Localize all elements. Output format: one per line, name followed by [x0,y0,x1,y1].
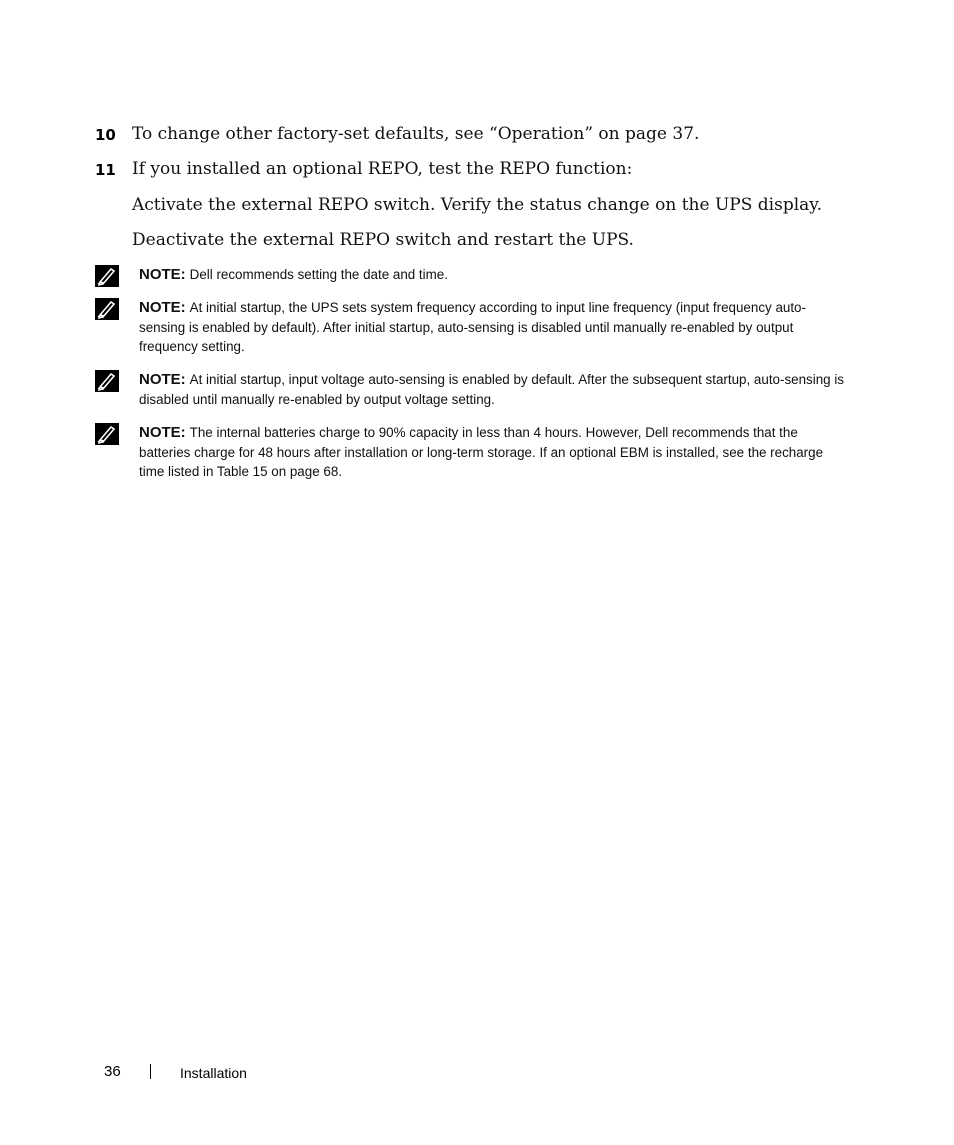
step-number: 10 [95,126,116,144]
step-number: 11 [95,161,116,179]
note-pencil-icon [95,265,119,287]
footer-section-title: Installation [180,1065,247,1081]
note-text: At initial startup, the UPS sets system frequency according to input line frequency (input frequency auto-sensing is enabled by default). After initial startup, auto-sensing is disabled until manually re-enabled by output frequency setting. [139,300,806,354]
page-number: 36 [104,1063,121,1080]
note-pencil-icon [95,370,119,392]
note-label: NOTE: [139,299,186,316]
step-text: If you installed an optional REPO, test the REPO function: [132,159,633,179]
step-11-sub-paragraph-deactivate: Deactivate the external REPO switch and restart the UPS. [132,230,634,250]
note-text: At initial startup, input voltage auto-sensing is enabled by default. After the subsequent startup, auto-sensing is disabled until manually re-enabled by output voltage setting. [139,372,844,407]
note-text: The internal batteries charge to 90% capacity in less than 4 hours. However, Dell recommends that the batteries charge for 48 hours after installation or long-term storage. If an optional EBM is installed, see the recharge time listed in Table 15 on page 68. [139,425,824,479]
step-11-sub-paragraph-activate: Activate the external REPO switch. Verify the status change on the UPS display. [132,195,823,215]
note-label: NOTE: [139,371,186,388]
note-pencil-icon [95,298,119,320]
note-pencil-icon [95,423,119,445]
note-label: NOTE: [139,424,186,441]
note-text: Dell recommends setting the date and time. [189,267,448,282]
note-label: NOTE: [139,266,186,283]
step-text: To change other factory-set defaults, see “Operation” on page 37. [132,124,700,144]
footer-divider [150,1064,151,1079]
